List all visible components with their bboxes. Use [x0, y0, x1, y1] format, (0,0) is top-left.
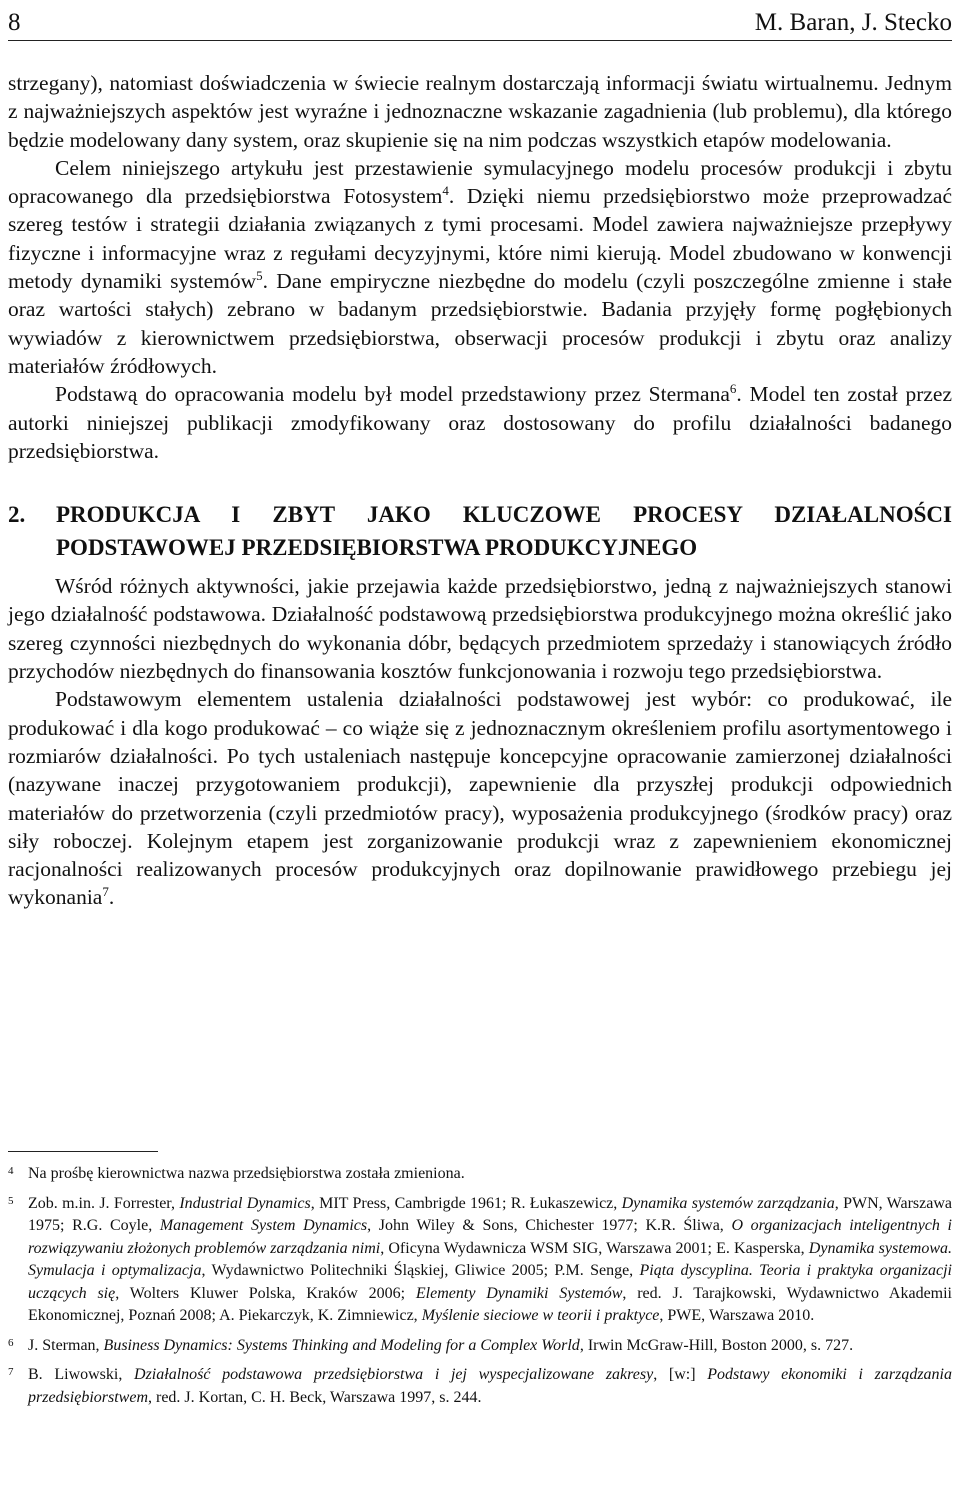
footnote-ref-4[interactable]: 4 [442, 183, 449, 199]
section-heading [8, 498, 952, 564]
footnote-ref-5[interactable]: 5 [256, 268, 263, 284]
footnote-5-text: , John Wiley & Sons, Chichester 1977; K.R. Śliwa, [367, 1217, 732, 1234]
footnote-number: 5 [8, 1194, 14, 1207]
footnote-6 [8, 1335, 952, 1358]
paragraph-2-text-a: Celem niniejszego artykułu jest przestawienie symulacyjnego modelu procesów produkcji i zbytu opracowanego dla przedsiębiorstwa Fotosystem [8, 155, 952, 209]
footnote-5-title: Dynamika systemowa. Symulacja i optymalizacja [28, 1239, 952, 1279]
running-header-authors: M. Baran, J. Stecko [754, 9, 952, 36]
section-number: 2. [8, 502, 26, 528]
footnote-7-text: , [w:] [653, 1366, 708, 1383]
footnote-5-title: Piąta dyscyplina. Teoria i praktyka organizacji uczących się [28, 1262, 953, 1302]
footnote-7-text: , red. J. Kortan, C. H. Beck, Warszawa 1997, s. 244. [148, 1388, 482, 1406]
paragraph-4-text: Wśród różnych aktywności, jakie przejawia każde przedsiębiorstwo, jedną z najważniejszych stanowi jego działalność podstawowa. Działalność podstawową przedsiębiorstwa produkcyjnego można określić jako szereg czynności niezbędnych do wykonania dóbr, będących przedmiotem sprzedaży i stanowiących źródło przychodów niezbędnych do finansowania kosztów funkcjonowania i rozwoju tego przedsiębiorstwa. [8, 574, 952, 684]
paragraph-2 [8, 154, 952, 380]
footnote-7-text: B. Liwowski, [28, 1366, 135, 1383]
footnote-number: 4 [8, 1165, 14, 1177]
paragraph-2-text-b: . Dzięki niemu przedsiębiorstwo może przeprowadzać szereg testów i strategii działania związanych z tymi procesami. Model zawiera najważniejsze przepływy fizyczne i informacyjne wraz z regułami decyzyjnymi, które nimi kierują. Model zbudowano w konwencji metody dynamiki systemów [8, 184, 952, 294]
document-page [8, 0, 952, 1500]
paragraph-3 [8, 380, 952, 465]
footnote-ref-6[interactable]: 6 [729, 381, 737, 397]
paragraph-5-text-b: . [108, 885, 115, 910]
footnote-6-title: Business Dynamics: Systems Thinking and Modeling for a Complex World [103, 1336, 580, 1354]
footnote-5-title: Elementy Dynamiki Systemów [415, 1284, 623, 1302]
running-header [8, 0, 952, 41]
footnote-5-text: , Wydawnictwo Politechniki Śląskiej, Gliwice 2005; P.M. Senge, [201, 1262, 640, 1279]
paragraph-3-text-a: Podstawą do opracowania modelu był model przedstawiony przez Stermana [55, 382, 730, 407]
footnote-4 [8, 1163, 952, 1186]
footnote-5-text: , Oficyna Wydawnicza WSM SIG, Warszawa 2001; E. Kasperska, [380, 1239, 809, 1257]
footnote-5-text: , red. J. Tarajkowski, Wydawnictwo Akademii Ekonomicznej, Poznań 2008; A. Piekarczyk, K. Zimniewicz, [28, 1284, 953, 1324]
footnote-5-text: , Wolters Kluwer Polska, Kraków 2006; [115, 1284, 416, 1302]
footnote-6-text: , Irwin McGraw-Hill, Boston 2000, s. 727. [579, 1336, 854, 1354]
footnote-5-text: , PWE, Warszawa 2010. [659, 1307, 815, 1324]
footnote-5-title: O organizacjach inteligentnych i rozwiązywaniu złożonych problemów zarządzania nimi [28, 1217, 952, 1257]
footnote-5-text: , PWN, Warszawa 1975; R.G. Coyle, [28, 1194, 952, 1234]
footnote-6-text: J. Sterman, [28, 1336, 104, 1354]
footnote-7-title: Działalność podstawowa przedsiębiorstwa i jej wyspecjalizowane zakresy [134, 1366, 654, 1383]
page-number: 8 [8, 9, 21, 36]
footnote-ref-7[interactable]: 7 [102, 884, 109, 900]
footnote-5 [8, 1193, 952, 1328]
footnote-4-text: Na prośbę kierownictwa nazwa przedsiębiorstwa została zmieniona. [28, 1165, 465, 1182]
paragraph-4 [8, 572, 952, 685]
paragraph-3-text-b: . Model ten został przez autorki niniejszej publikacji zmodyfikowany oraz dostosowany do profilu działalności badanego przedsiębiorstwa. [8, 382, 952, 463]
footnote-number: 7 [8, 1366, 14, 1378]
footnote-5-title: Industrial Dynamics [179, 1194, 311, 1212]
footnote-7 [8, 1364, 952, 1409]
paragraph-2-text-c: . Dane empiryczne niezbędne do modelu (czyli poszczególne zmienne i stałe oraz wartości stałych) zebrano w badanym przedsiębiorstwie. Badania przyjęły formę pogłębionych wywiadów z kierownictwem przedsiębiorstwa, obserwacji procesów produkcji i zbytu oraz analizy materiałów źródłowych. [8, 269, 953, 378]
footnote-5-text: Zob. m.in. J. Forrester, [28, 1194, 180, 1212]
footnote-separator [8, 1151, 158, 1152]
footnotes [8, 1163, 952, 1416]
paragraph-1 [8, 69, 952, 154]
paragraph-5-text-a: Podstawowym elementem ustalenia działalności podstawowej jest wybór: co produkować, ile produkować i dla kogo produkować – co wiąże się z jednoznacznym określeniem profilu asortymentowego i rozmiarów działalności. Po tych ustaleniach następuje koncepcyjne opracowanie zamierzonej działalności (nazywane inaczej przygotowaniem produkcji), zapewnienie dla przyszłej produkcji odpowiednich materiałów do przetworzenia (czyli przedmiotów pracy), wyposażenia produkcyjnego (środków pracy) oraz siły roboczej. Kolejnym etapem jest zorganizowanie produkcji wraz z zapewnieniem ekonomicznej racjonalności realizowanych procesów produkcyjnych oraz dopilnowanie prawidłowego przebiegu jej wykonania [8, 687, 952, 910]
main-text [8, 69, 952, 912]
footnote-number: 6 [8, 1336, 14, 1349]
footnote-5-title: Myślenie sieciowe w teorii i praktyce [421, 1307, 660, 1324]
paragraph-1-text: strzegany), natomiast doświadczenia w świecie realnym dostarczają informacji światu wirtualnemu. Jednym z najważniejszych aspektów jest wyraźne i jednoznaczne wskazanie zagadnienia (lub problemu), dla którego będzie modelowany dany system, oraz skupienie się na nim podczas wszystkich etapów modelowania. [8, 71, 952, 152]
footnote-7-title: Podstawy ekonomiki i zarządzania przedsiębiorstwem [28, 1366, 952, 1406]
footnote-5-text: , MIT Press, Cambrigde 1961; R. Łukaszewicz, [310, 1194, 622, 1212]
footnote-5-title: Dynamika systemów zarządzania [621, 1194, 835, 1212]
footnote-5-title: Management System Dynamics [159, 1217, 368, 1234]
paragraph-5 [8, 685, 952, 911]
section-title: PRODUKCJA I ZBYT JAKO KLUCZOWE PROCESY DZIAŁALNOŚCI PODSTAWOWEJ PRZEDSIĘBIORSTWA PRODUKCYJNEGO [56, 502, 952, 561]
